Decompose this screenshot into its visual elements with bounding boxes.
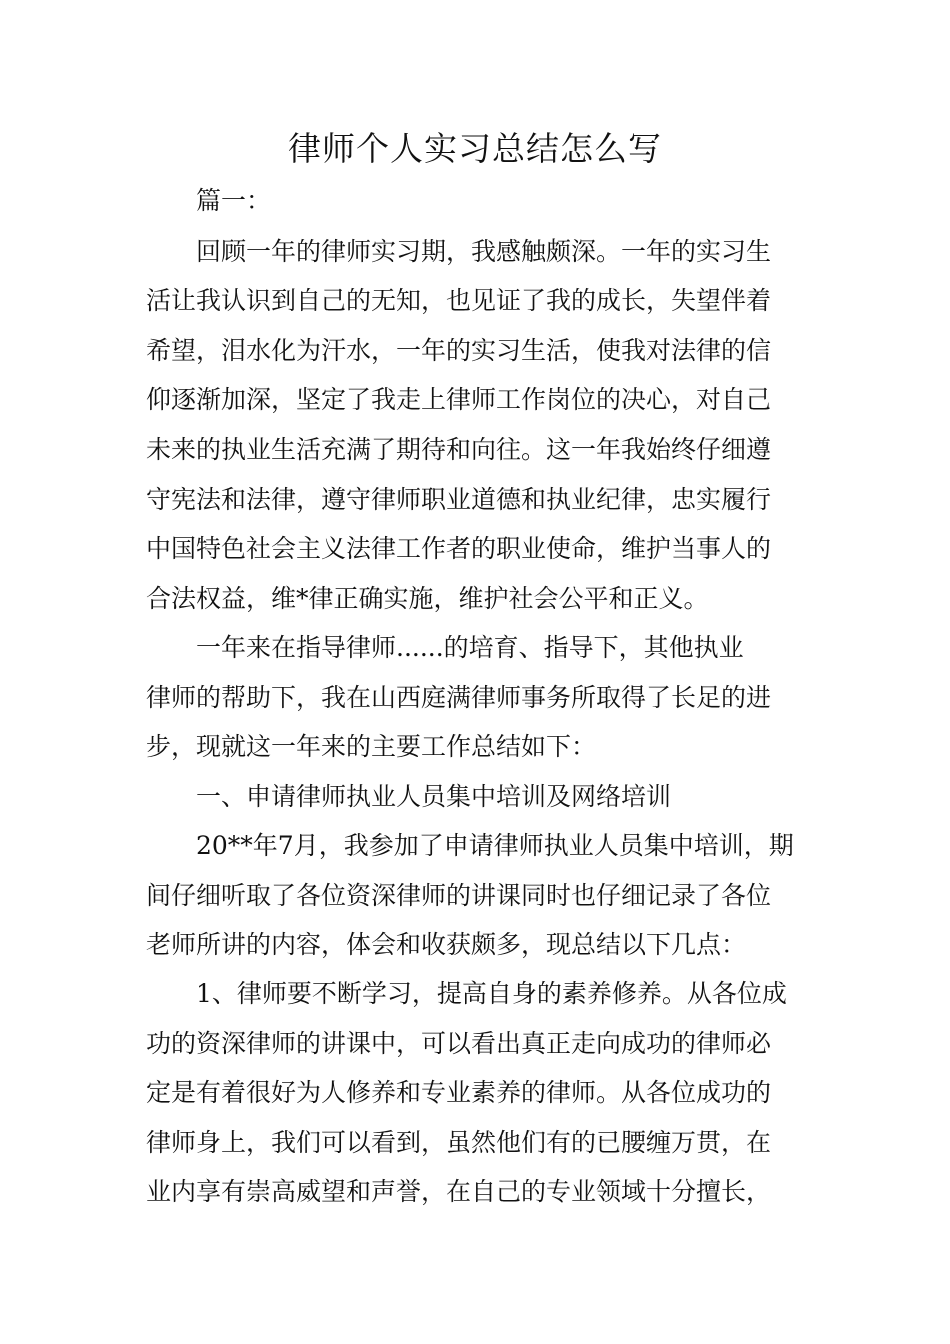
paragraph-line: 间仔细听取了各位资深律师的讲课同时也仔细记录了各位 bbox=[146, 881, 772, 910]
paragraph-line: 业内享有崇高威望和声誉，在自己的专业领域十分擅长， bbox=[146, 1177, 772, 1206]
paragraph-line: 20**年7月，我参加了申请律师执业人员集中培训，期 bbox=[196, 831, 794, 860]
paragraph-line: 中国特色社会主义法律工作者的职业使命，维护当事人的 bbox=[146, 534, 772, 563]
paragraph-line: 回顾一年的律师实习期，我感触颇深。一年的实习生 bbox=[196, 237, 772, 266]
paragraph-line: 1、律师要不断学习，提高自身的素养修养。从各位成 bbox=[196, 979, 787, 1008]
paragraph-line: 功的资深律师的讲课中，可以看出真正走向成功的律师必 bbox=[146, 1029, 772, 1058]
subheading: 一、申请律师执业人员集中培训及网络培训 bbox=[196, 782, 672, 811]
paragraph-line: 希望，泪水化为汗水，一年的实习生活，使我对法律的信 bbox=[146, 336, 772, 365]
section-heading: 篇一： bbox=[196, 186, 272, 215]
paragraph-line: 未来的执业生活充满了期待和向往。这一年我始终仔细遵 bbox=[146, 435, 772, 464]
paragraph-line: 仰逐渐加深，坚定了我走上律师工作岗位的决心，对自己 bbox=[146, 385, 772, 414]
paragraph-line: 老师所讲的内容，体会和收获颇多，现总结以下几点： bbox=[146, 930, 747, 959]
paragraph-line: 律师身上，我们可以看到，虽然他们有的已腰缠万贯，在 bbox=[146, 1128, 772, 1157]
paragraph-line: 步，现就这一年来的主要工作总结如下： bbox=[146, 732, 597, 761]
paragraph-line: 律师的帮助下，我在山西庭满律师事务所取得了长足的进 bbox=[146, 683, 772, 712]
paragraph-line: 一年来在指导律师......的培育、指导下，其他执业 bbox=[196, 633, 744, 662]
paragraph-line: 守宪法和法律，遵守律师职业道德和执业纪律，忠实履行 bbox=[146, 485, 772, 514]
document-title: 律师个人实习总结怎么写 bbox=[288, 129, 662, 168]
paragraph-line: 活让我认识到自己的无知，也见证了我的成长，失望伴着 bbox=[146, 286, 772, 315]
paragraph-line: 定是有着很好为人修养和专业素养的律师。从各位成功的 bbox=[146, 1078, 772, 1107]
paragraph-line: 合法权益，维*律正确实施，维护社会公平和正义。 bbox=[146, 584, 709, 613]
